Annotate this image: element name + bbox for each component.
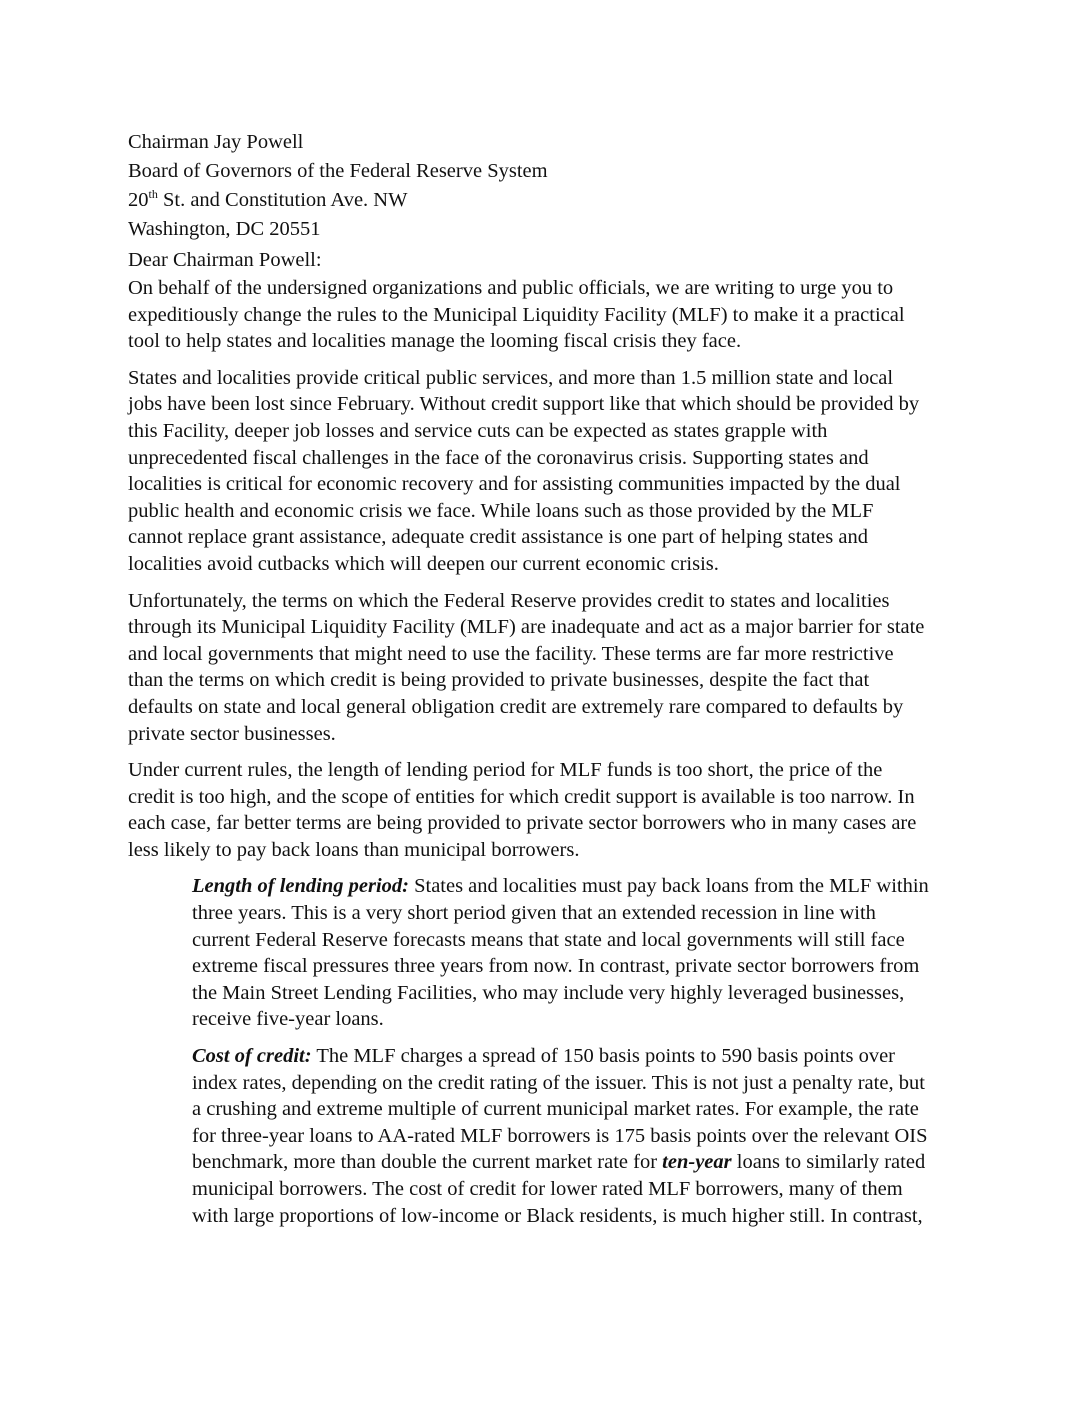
body-paragraph [128,365,960,578]
text-line: Under current rules, the length of lending period for MLF funds is too short, the price of the [128,759,883,782]
text-line: and local governments that might need to use the facility. These terms are far more restrictive [128,642,894,665]
recipient-address [128,128,960,244]
text-line: receive five-year loans. [192,1008,384,1031]
text-line [192,873,960,900]
text-line: public health and economic crisis we face. While loans such as those provided by the MLF [128,499,874,522]
text-segment: loans to similarly rated [731,1151,926,1174]
emphasized-term: ten-year [662,1151,732,1174]
lending-period-heading: Length of lending period: [192,875,409,898]
text-line: each case, far better terms are being provided to private sector borrowers who in many cases are [128,812,917,835]
salutation: Dear Chairman Powell: [128,249,322,271]
text-line: current Federal Reserve forecasts means that state and local governments will still face [192,928,905,951]
text-line [192,1043,960,1070]
text-line: extreme fiscal pressures three years from now. In contrast, private sector borrowers from [192,955,920,978]
recipient-name: Chairman Jay Powell [128,131,304,153]
body-paragraph [128,757,960,863]
letter-body [128,128,960,1239]
text-line: less likely to pay back loans than municipal borrowers. [128,838,580,861]
text-line: private sector businesses. [128,722,336,745]
text-line: through its Municipal Liquidity Facility (MLF) are inadequate and act as a major barrier for state [128,616,925,639]
recipient-street [128,186,960,215]
text-line: On behalf of the undersigned organizations and public officials, we are writing to urge you to [128,277,894,299]
text-line: localities avoid cutbacks which will deepen our current economic crisis. [128,552,719,575]
text-segment: The MLF charges a spread of 150 basis points to 590 basis points over [311,1045,895,1068]
text-line: jobs have been lost since February. Without credit support like that which should be provided by [128,393,920,416]
lending-period-paragraph [192,873,960,1033]
cost-of-credit-paragraph [192,1043,960,1229]
cost-of-credit-heading: Cost of credit: [192,1045,312,1068]
text-line: defaults on state and local general obligation credit are extremely rare compared to defaults by [128,695,904,718]
body-paragraph [128,588,960,748]
text-line: tool to help states and localities manage the looming fiscal crisis they face. [128,330,742,353]
text-line: index rates, depending on the credit rating of the issuer. This is not just a penalty rate, but [192,1071,925,1094]
street-ordinal-suffix: th [148,187,158,202]
body-paragraphs [128,275,960,863]
text-line: unprecedented fiscal challenges in the face of the coronavirus crisis. Supporting states and [128,446,869,469]
text-line: States and localities provide critical public services, and more than 1.5 million state and local [128,366,894,389]
text-line [192,1149,960,1176]
text-line: cannot replace grant assistance, adequate credit assistance is one part of helping states and [128,526,868,549]
text-line: credit is too high, and the scope of entities for which credit support is available is too narrow. In [128,785,915,808]
text-line: municipal borrowers. The cost of credit for lower rated MLF borrowers, many of them [192,1178,903,1200]
text-line: a crushing and extreme multiple of current municipal market rates. For example, the rate [192,1098,919,1121]
text-line: this Facility, deeper job losses and service cuts can be expected as states grapple with [128,419,828,442]
text-segment: benchmark, more than double the current market rate for [192,1151,663,1174]
text-line: localities is critical for economic recovery and for assisting communities impacted by the dual [128,473,901,496]
text-line: with large proportions of low-income or Black residents, is much higher still. In contrast, [192,1204,923,1227]
text-line: for three-year loans to AA-rated MLF borrowers is 175 basis points over the relevant OIS [192,1124,928,1147]
body-paragraph [128,275,960,355]
text-line: three years. This is a very short period given that an extended recession in line with [192,902,876,925]
text-segment: States and localities must pay back loans from the MLF within [408,875,929,898]
recipient-city: Washington, DC 20551 [128,218,321,240]
text-line: expeditiously change the rules to the Municipal Liquidity Facility (MLF) to make it a practical [128,303,905,326]
text-line: than the terms on which credit is being provided to private businesses, despite the fact that [128,669,870,692]
recipient-organization: Board of Governors of the Federal Reserve System [128,160,548,182]
text-line: the Main Street Lending Facilities, who may include very highly leveraged businesses, [192,981,905,1004]
street-number: 20 [128,189,149,211]
street-rest: St. and Constitution Ave. NW [157,189,408,211]
text-line: Unfortunately, the terms on which the Federal Reserve provides credit to states and localities [128,589,890,612]
